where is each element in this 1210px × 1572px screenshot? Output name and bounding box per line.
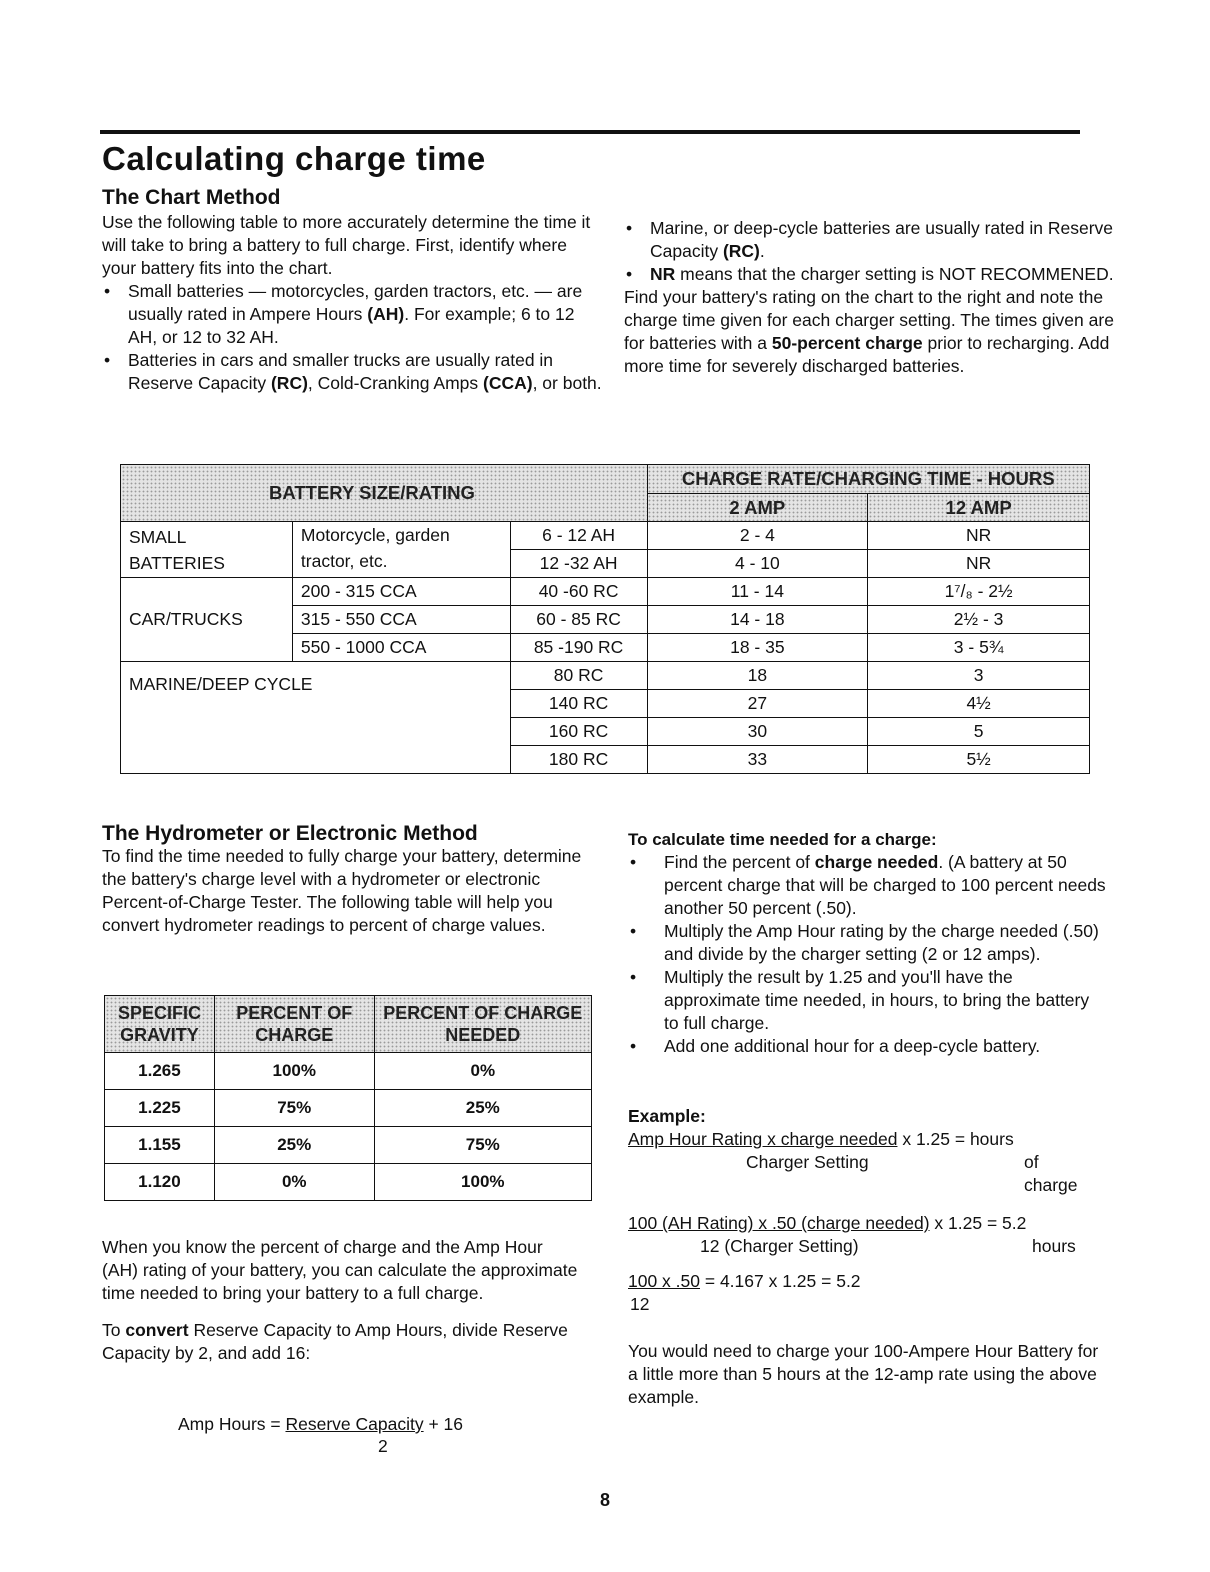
hydrometer-intro: To find the time needed to fully charge your battery, determine the battery's charge level with a hydrometer or electronic Percent-of-Charge Tester. The following table will help you convert hydrometer readings to percent of charge values. [102,846,582,935]
cell-2amp: 27 [647,690,868,718]
example-formula-1 [628,1128,1108,1198]
page-title: Calculating charge time [102,140,486,177]
ex3-numerator: 100 x .50 [628,1271,700,1291]
cell-2amp: 30 [647,718,868,746]
header-percent-needed: PERCENT OF CHARGE NEEDED [374,996,591,1053]
cell-rating: 12 -32 AH [510,550,647,578]
convert-text: To convert Reserve Capacity to Amp Hours, divide Reserve Capacity by 2, and add 16: [102,1320,568,1363]
list-item: • Small batteries — motorcycles, garden tractors, etc. — are usually rated in Ampere Hours (AH). For example; 6 to 12 AH, or 12 to 32 AH. [102,280,602,349]
list-item: • Multiply the Amp Hour rating by the charge needed (.50) and divide by the charger setting (2 or 12 amps). [628,920,1108,966]
chart-method-left [102,186,602,395]
cell-rating: 85 -190 RC [510,634,647,662]
table-row [105,1090,592,1127]
cell-2amp: 14 - 18 [647,606,868,634]
formula-lhs: Amp Hours = [178,1414,286,1434]
formula-numerator: Reserve Capacity [285,1414,424,1434]
list-item: • Add one additional hour for a deep-cycle battery. [628,1035,1108,1058]
cell-rating: 6 - 12 AH [510,522,647,550]
header-specific-gravity: SPECIFIC GRAVITY [105,996,215,1053]
cell-percent: 100% [214,1053,374,1090]
cell-12amp: 1⁷/₈ - 2½ [868,578,1090,606]
example-label: Example: [628,1106,706,1126]
cell-rating: 80 RC [510,662,647,690]
chart-method-bullets-right [624,217,1114,286]
marine-label: MARINE/DEEP CYCLE [121,662,511,774]
header-percent-charge: PERCENT OF CHARGE [214,996,374,1053]
hydrometer-after [102,1236,582,1365]
cell-12amp: NR [868,522,1090,550]
chart-method-heading: The Chart Method [102,186,281,209]
ex3-denominator: 12 [630,1294,650,1314]
chart-method-bullets-left [102,280,602,395]
list-item: • Marine, or deep-cycle batteries are usually rated in Reserve Capacity (RC). [624,217,1114,263]
cell-percent: 75% [214,1090,374,1127]
ex2-result: hours [1032,1236,1076,1256]
list-item: • NR means that the charger setting is NOT RECOMMENED. [624,263,1114,286]
list-item: • Find the percent of charge needed. (A battery at 50 percent charge that will be charged to 100 percent needs another 50 percent (.50). [628,851,1108,920]
example-formula-3 [628,1270,1108,1320]
ex2-denominator: 12 (Charger Setting) [700,1236,859,1256]
table-row [105,1053,592,1090]
cell-cca: 200 - 315 CCA [292,578,510,606]
cell-rating: 60 - 85 RC [510,606,647,634]
cell-12amp: 5 [868,718,1090,746]
cell-2amp: 18 - 35 [647,634,868,662]
list-item: • Multiply the result by 1.25 and you'll have the approximate time needed, in hours, to bring the battery to full charge. [628,966,1108,1035]
cell-cca: 315 - 550 CCA [292,606,510,634]
cell-2amp: 11 - 14 [647,578,868,606]
cell-2amp: 33 [647,746,868,774]
convert-formula [178,1413,578,1456]
cell-2amp: 2 - 4 [647,522,868,550]
table-header-row [121,465,1090,494]
cell-rating: 160 RC [510,718,647,746]
calc-heading: To calculate time needed for a charge: [628,830,937,849]
cell-percent: 25% [214,1127,374,1164]
conclusion-text: You would need to charge your 100-Ampere Hour Battery for a little more than 5 hours at the 12-amp rate using the above example. [628,1341,1099,1407]
cell-gravity: 1.155 [105,1127,215,1164]
ex1-denominator: Charger Setting [746,1152,869,1172]
hydrometer-section [102,822,602,937]
chart-method-intro: Use the following table to more accurately determine the time it will take to bring a battery to full charge. First, identify where your battery fits into the chart. [102,212,591,278]
page-number: 8 [599,1490,610,1510]
car-trucks-label: CAR/TRUCKS [121,578,293,662]
ex1-result: hours [969,1129,1014,1149]
cell-rating: 140 RC [510,690,647,718]
header-battery-size: BATTERY SIZE/RATING [121,465,648,522]
cell-2amp: 4 - 10 [647,550,868,578]
table-row [121,662,1090,690]
cell-2amp: 18 [647,662,868,690]
ex3-mid: = 4.167 x 1.25 = 5.2 [700,1271,861,1291]
charge-chart-table [120,464,1090,774]
header-charge-rate: CHARGE RATE/CHARGING TIME - HOURS [647,465,1090,494]
header-2amp: 2 AMP [647,494,868,522]
cell-gravity: 1.225 [105,1090,215,1127]
cell-12amp: 3 - 5¾ [868,634,1090,662]
cell-12amp: 5½ [868,746,1090,774]
ex2-mid: x 1.25 = 5.2 [929,1213,1027,1233]
cell-percent: 0% [214,1164,374,1201]
chart-method-right-para: Find your battery's rating on the chart to the right and note the charge time given for each charger setting. The times given are for batteries with a 50-percent charge prior to recharging. Add more time for severely discharged batteries. [624,287,1114,376]
cell-rating: 180 RC [510,746,647,774]
header-12amp: 12 AMP [868,494,1090,522]
cell-needed: 100% [374,1164,591,1201]
table-row [105,1164,592,1201]
ex1-result-2: of [1024,1152,1039,1172]
example-block [628,1105,1108,1409]
table-row [121,522,1090,550]
example-formula-2 [628,1212,1108,1262]
ex2-numerator: 100 (AH Rating) x .50 (charge needed) [628,1213,930,1233]
cell-12amp: 4½ [868,690,1090,718]
cell-12amp: 2½ - 3 [868,606,1090,634]
ex1-mid: x 1.25 = [897,1129,970,1149]
small-batteries-label: SMALL BATTERIES [121,522,293,578]
cell-cca: 550 - 1000 CCA [292,634,510,662]
cell-rating: 40 -60 RC [510,578,647,606]
cell-gravity: 1.120 [105,1164,215,1201]
cell-needed: 0% [374,1053,591,1090]
cell-12amp: NR [868,550,1090,578]
cell-needed: 75% [374,1127,591,1164]
after-table-text: When you know the percent of charge and the Amp Hour (AH) rating of your battery, you can calculate the approximate time needed to bring your battery to a full charge. [102,1237,578,1303]
chart-method-right [624,217,1114,378]
table-row [105,1127,592,1164]
cell-needed: 25% [374,1090,591,1127]
hydrometer-heading: The Hydrometer or Electronic Method [102,822,478,845]
cell-12amp: 3 [868,662,1090,690]
top-rule [100,130,1080,134]
list-item: • Batteries in cars and smaller trucks are usually rated in Reserve Capacity (RC), Cold-Cranking Amps (CCA), or both. [102,349,602,395]
calc-section [628,828,1108,1058]
table-row [121,578,1090,606]
calc-bullets [628,851,1108,1058]
small-batteries-desc: Motorcycle, garden tractor, etc. [292,522,510,578]
formula-denominator: 2 [378,1436,388,1456]
table-header-row [105,996,592,1053]
formula-plus: + 16 [423,1414,464,1434]
ex1-result-3: charge [1024,1175,1078,1195]
ex1-numerator: Amp Hour Rating x charge needed [628,1129,898,1149]
hydrometer-table [104,995,592,1201]
cell-gravity: 1.265 [105,1053,215,1090]
